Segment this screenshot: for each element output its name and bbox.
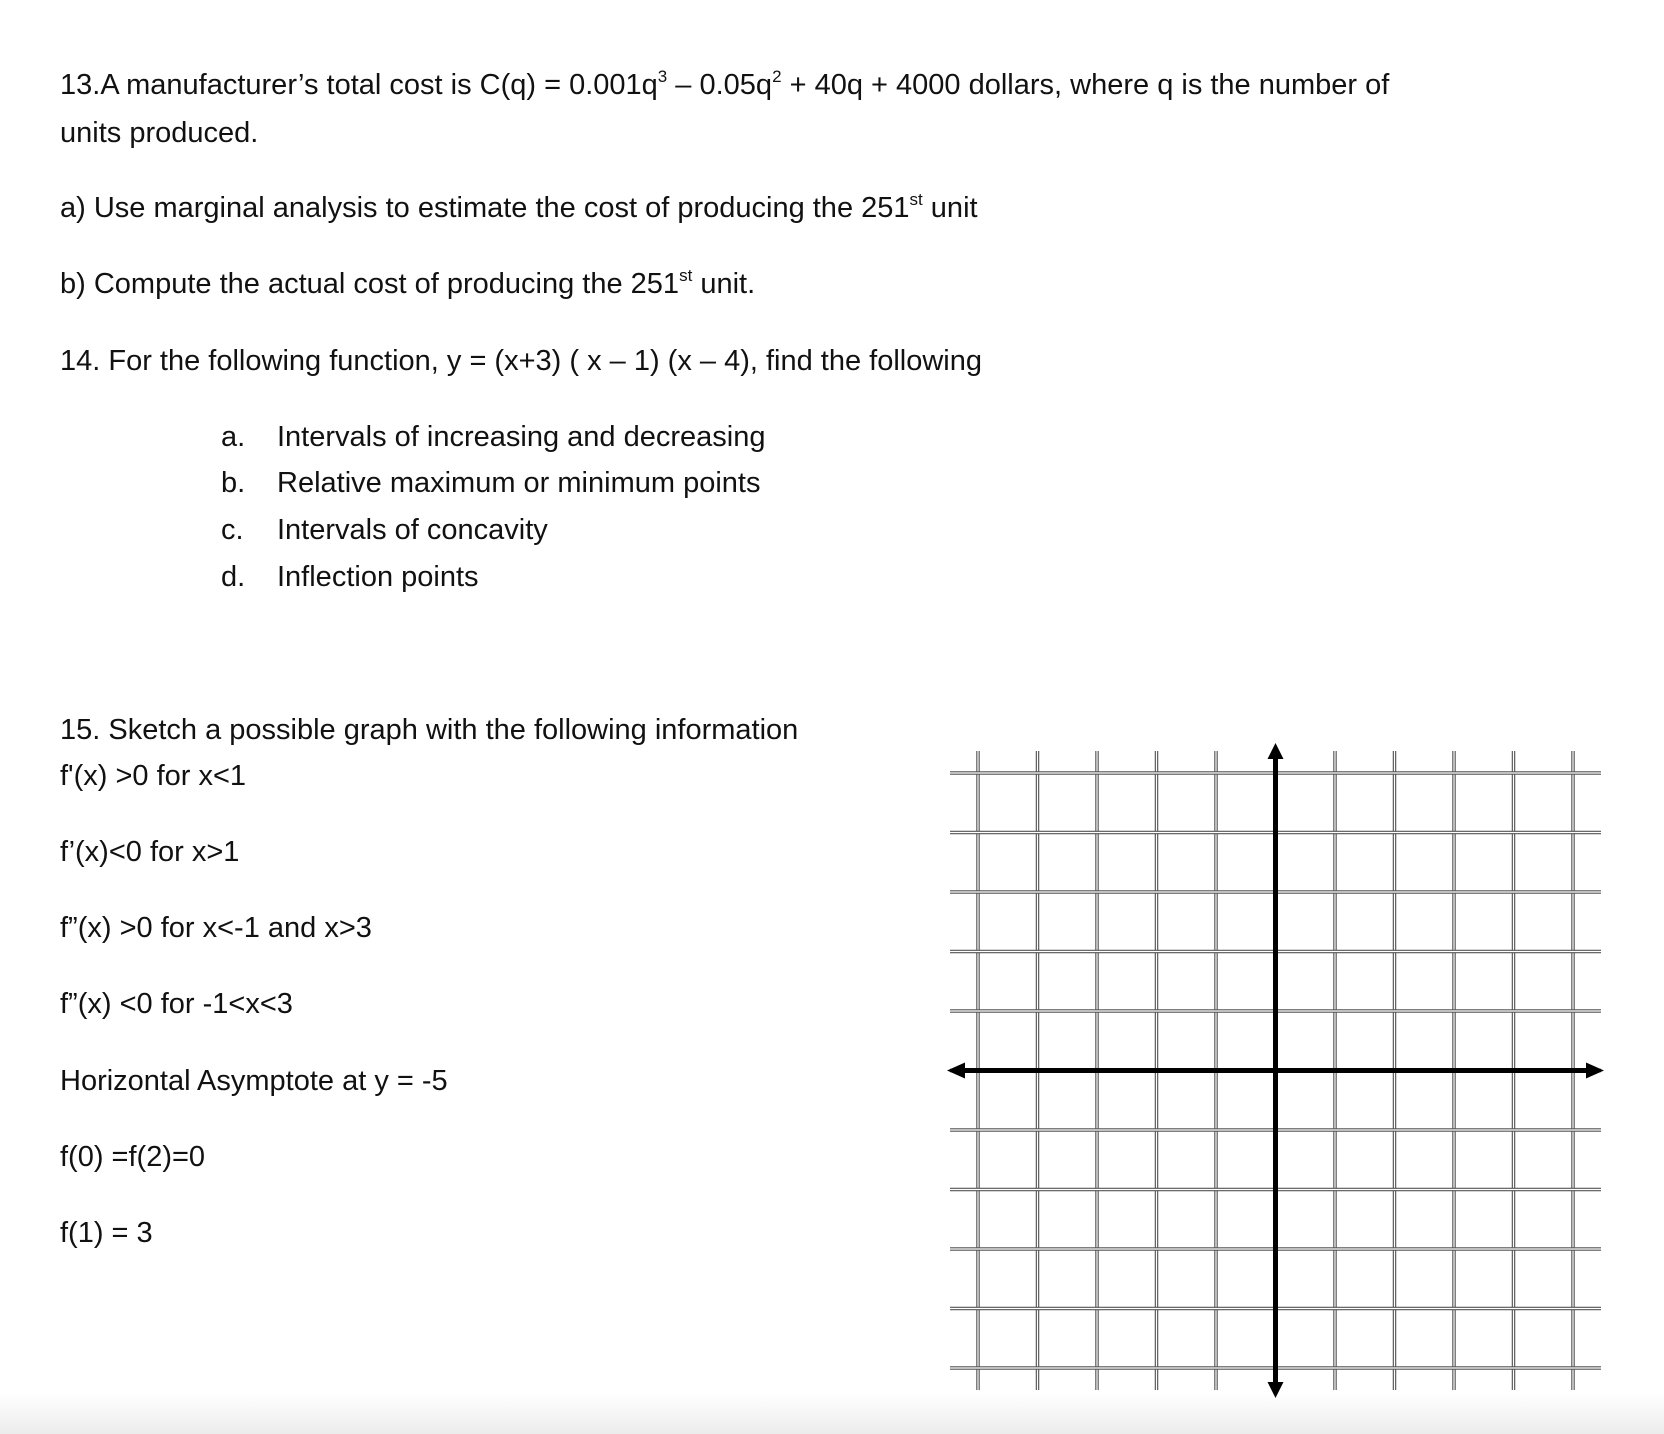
q14-stem: 14. For the following function, y = (x+3) ( x – 1) (x – 4), find the following	[60, 345, 982, 377]
list-item-label: a.	[221, 421, 246, 453]
condition-item: f”(x) >0 for x<-1 and x>3	[60, 912, 372, 944]
list-item: Intervals of concavity	[277, 514, 548, 546]
cube-superscript: 3	[657, 67, 668, 86]
page-bottom-shadow	[0, 1394, 1664, 1434]
list-item: Relative maximum or minimum points	[277, 467, 761, 499]
condition-item: f'(x) >0 for x<1	[60, 760, 247, 792]
ordinal-superscript: st	[679, 266, 693, 285]
list-item: Inflection points	[277, 561, 479, 593]
ordinal-superscript: st	[909, 190, 923, 209]
x-axis-right-arrow-icon	[1586, 1063, 1604, 1079]
list-item-label: b.	[221, 467, 246, 499]
q13-stem-line1: 13.A manufacturer’s total cost is $C(q) = 0.001q^3 - 0.05q^2 + 40q + 4000$ dollars, where q is the number of	[60, 67, 1390, 101]
condition-item: f’(x)<0 for x>1	[60, 836, 240, 868]
y-axis-up-arrow-icon	[1268, 743, 1284, 759]
condition-item: f(0) =f(2)=0	[60, 1141, 206, 1173]
condition-item: f(1) = 3	[60, 1217, 153, 1249]
x-axis-left-arrow-icon	[947, 1063, 965, 1079]
condition-item: f”(x) <0 for -1<x<3	[60, 988, 293, 1020]
list-item: Intervals of increasing and decreasing	[277, 421, 766, 453]
q13-part-a: a) Use marginal analysis to estimate the cost of producing the 251st unit	[60, 190, 978, 224]
list-item-label: c.	[221, 514, 244, 546]
condition-item: Horizontal Asymptote at y = -5	[60, 1065, 448, 1097]
q13-stem-line2: units produced.	[60, 117, 259, 149]
square-superscript: 2	[772, 67, 782, 86]
q13-part-b: b) Compute the actual cost of producing the 251st unit.	[60, 266, 756, 300]
coordinate-grid[interactable]	[945, 740, 1605, 1400]
q15-stem: 15. Sketch a possible graph with the following information	[60, 714, 799, 746]
list-item-label: d.	[221, 561, 246, 593]
